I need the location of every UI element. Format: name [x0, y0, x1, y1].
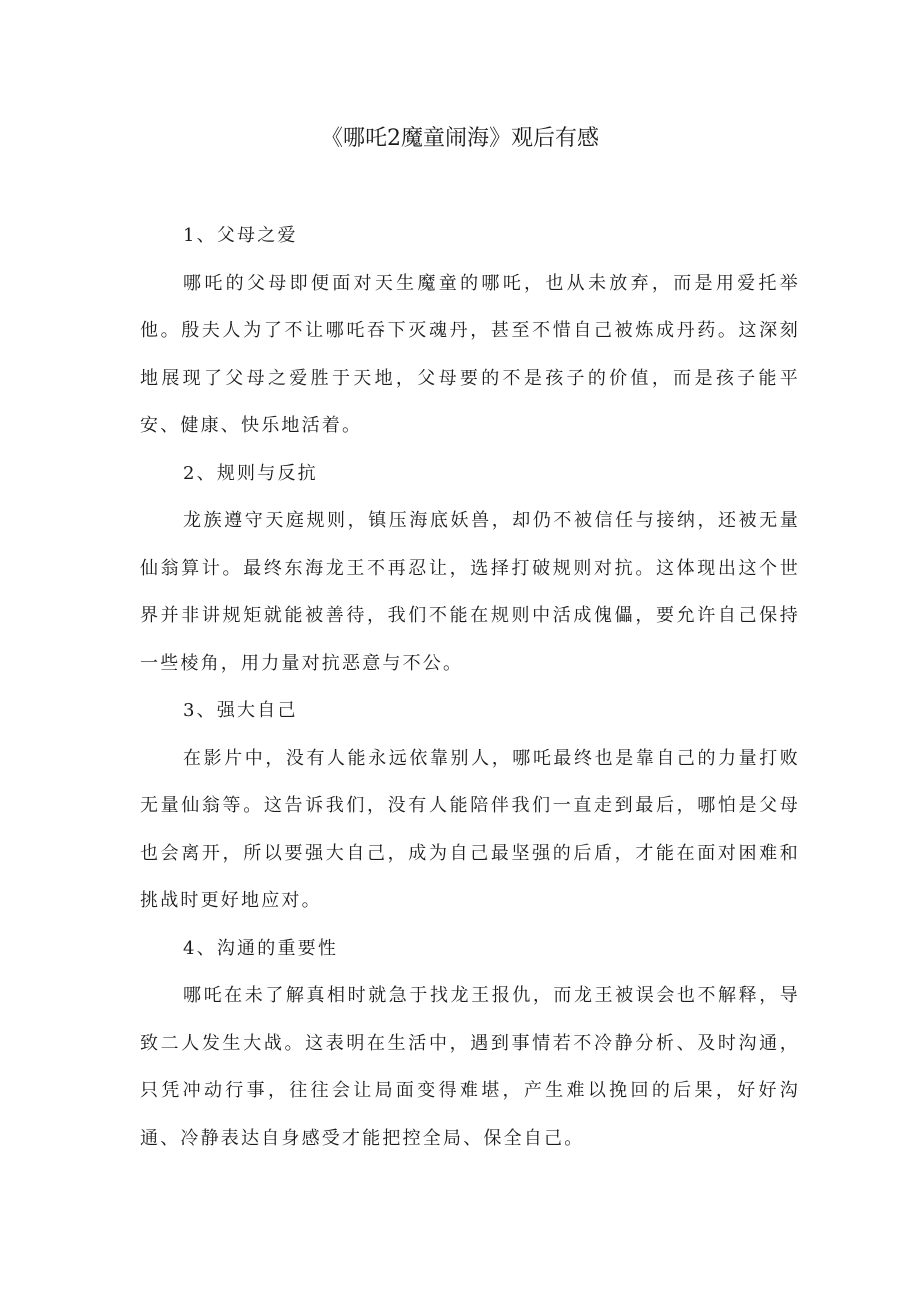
section-heading: 1、父母之爱	[183, 225, 298, 246]
section-paragraph: 哪吒在未了解真相时就急于找龙王报仇，而龙王被误会也不解释，导致二人发生大战。这表明在生活中，遇到事情若不冷静分析、及时沟通，只凭冲动行事，往往会让局面变得难堪，产生难以挽回的后果，好好沟通、冷静表达自身感受才能把控全局、保全自己。	[140, 985, 800, 1149]
section-parental-love	[140, 212, 800, 450]
section-heading: 3、强大自己	[183, 700, 298, 721]
document-title: 《哪吒2魔童闹海》观后有感	[321, 126, 599, 151]
section-heading: 4、沟通的重要性	[183, 937, 339, 959]
section-rules-and-resistance	[140, 450, 800, 688]
section-paragraph: 在影片中，没有人能永远依靠别人，哪吒最终也是靠自己的力量打败无量仙翁等。这告诉我们，没有人能陪伴我们一直走到最后，哪怕是父母也会离开，所以要强大自己，成为自己最坚强的后盾，才能在面对困难和挑战时更好地应对。	[140, 747, 800, 911]
section-paragraph: 龙族遵守天庭规则，镇压海底妖兽，却仍不被信任与接纳，还被无量仙翁算计。最终东海龙王不再忍让，选择打破规则对抗。这体现出这个世界并非讲规矩就能被善待，我们不能在规则中活成傀儡，要允许自己保持一些棱角，用力量对抗恶意与不公。	[140, 510, 800, 674]
section-paragraph: 哪吒的父母即便面对天生魔童的哪吒，也从未放弃，而是用爱托举他。殷夫人为了不让哪吒吞下灭魂丹，甚至不惜自己被炼成丹药。这深刻地展现了父母之爱胜于天地，父母要的不是孩子的价值，而是孩子能平安、健康、快乐地活着。	[140, 272, 800, 436]
section-communication	[140, 925, 800, 1163]
section-heading: 2、规则与反抗	[183, 462, 318, 484]
section-strengthen-yourself	[140, 687, 800, 925]
document-body	[140, 212, 800, 1162]
